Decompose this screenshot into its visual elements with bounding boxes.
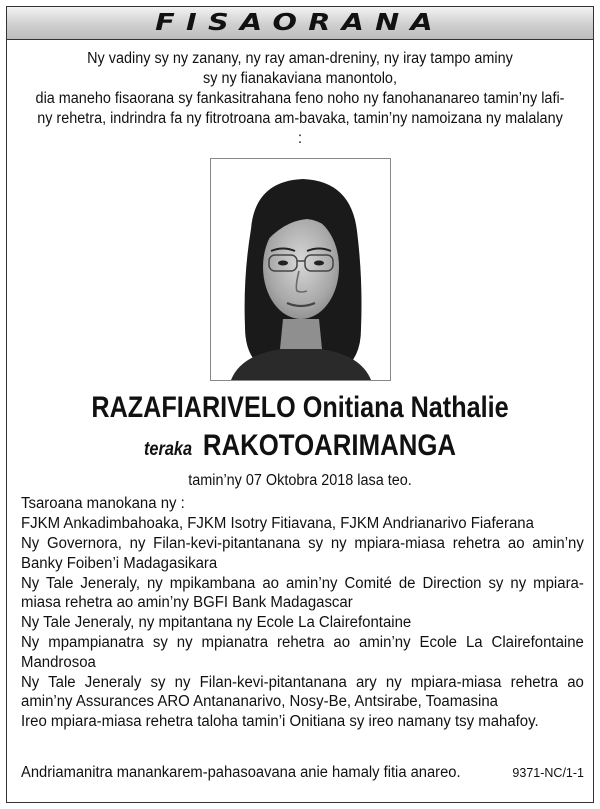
intro-line: ny rehetra, indrindra fa ny fitrotroana am-bavaka, tamin’ny namoizana ny malalany :	[37, 110, 563, 147]
deceased-name: RAZAFIARIVELO Onitiana Nathalie	[91, 391, 509, 424]
thanks-item: FJKM Ankadimbahoaka, FJKM Isotry Fitiavana, FJKM Andrianarivo Fiaferana	[21, 515, 534, 533]
thanks-item: Ireo mpiara-miasa rehetra taloha tamin’i Onitiana sy ireo namany tsy mahafoy.	[21, 713, 539, 731]
closing-blessing: Andriamanitra manankarem-pahasoavana anie hamaly fitia anareo.	[21, 764, 461, 781]
portrait-photo	[210, 158, 391, 381]
thanks-section	[7, 494, 593, 731]
thanks-item: Ny mpampianatra sy ny mpianatra rehetra ao amin’ny Ecole La Clairefontaine Mandrosoa	[21, 634, 584, 671]
thanks-item: Ny Tale Jeneraly sy ny Filan-kevi-pitantanana ary ny mpiara-miasa rehetra ao amin’ny Assurances ARO Antananarivo, Nosy-Be, Antsirabe, Toamasina	[21, 673, 584, 711]
header-banner	[7, 7, 593, 40]
date-line: tamin’ny 07 Oktobra 2018 lasa teo.	[188, 472, 412, 489]
maiden-name-line	[48, 429, 552, 468]
thanks-item: Ny Tale Jeneraly, ny mpikambana ao amin’ny Comité de Direction sy ny mpiara-miasa rehetra ao amin’ny BGFI Bank Madagascar	[21, 574, 584, 612]
intro-line: Ny vadiny sy ny zanany, ny ray aman-dreniny, ny iray tampo aminy	[87, 50, 513, 67]
thanks-item: Ny Governora, ny Filan-kevi-pitantanana sy ny mpiara-miasa rehetra ao amin’ny Banky Foiben’i Madagasikara	[21, 535, 584, 572]
thanks-intro: Tsaroana manokana ny :	[21, 495, 185, 512]
thanks-item: Ny Tale Jeneraly, ny mpitantana ny Ecole La Clairefontaine	[21, 614, 412, 632]
header-title: FISAORANA	[155, 10, 445, 36]
maiden-name: RAKOTOARIMANGA	[202, 429, 457, 462]
intro-line: sy ny fianakaviana manontolo,	[203, 70, 397, 87]
obituary-notice	[6, 6, 594, 803]
teraka-label: teraka	[143, 439, 193, 460]
reference-code: 9371-NC/1-1	[512, 766, 584, 780]
footer	[21, 764, 584, 782]
portrait-illustration	[211, 159, 390, 380]
intro-line: dia maneho fisaorana sy fankasitrahana feno noho ny fanohananareo tamin’ny lafi-	[35, 90, 565, 107]
intro-text	[28, 49, 573, 149]
